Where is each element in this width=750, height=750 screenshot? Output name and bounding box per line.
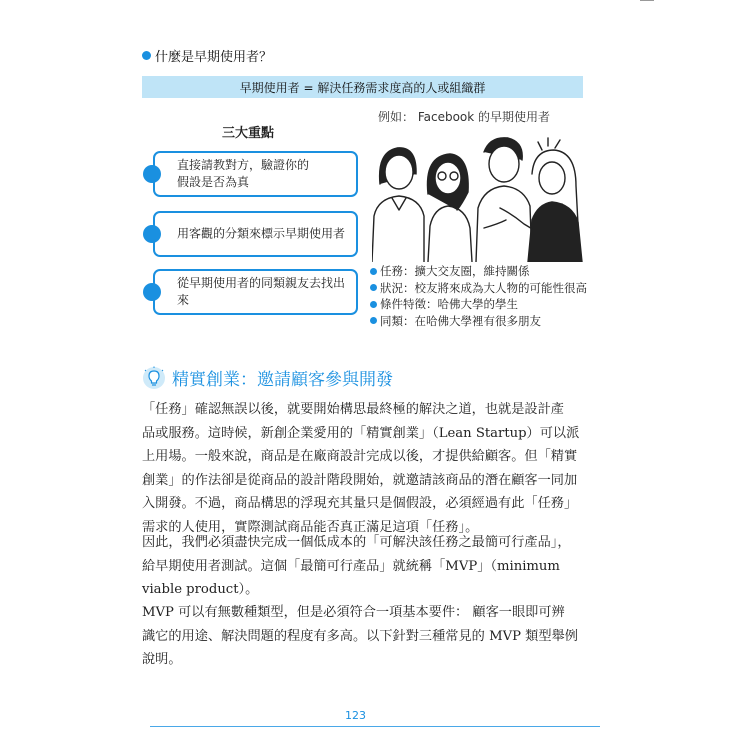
fact-text: 同類：在哈佛大學裡有很多朋友 bbox=[380, 313, 541, 328]
point-box-1 bbox=[153, 151, 358, 197]
point-box-2 bbox=[153, 211, 358, 257]
fact-text: 條件特徵：哈佛大學的學生 bbox=[380, 297, 518, 311]
lightbulb-icon bbox=[142, 366, 166, 390]
question-title bbox=[142, 46, 272, 65]
question-title-text: 什麼是早期使用者？ bbox=[155, 50, 273, 65]
three-points-title: 三大重點 bbox=[222, 126, 275, 141]
point-text-3: 從早期使用者的同類親友去找出來 bbox=[177, 276, 346, 307]
text-line: viable product）。 bbox=[142, 582, 259, 597]
text-line: 品或服務。這時候，新創企業愛用的「精實創業」（Lean Startup）可以派 bbox=[142, 425, 580, 441]
text-line: 「任務」確認無誤以後，就要開始構思最終極的解決之道，也就是設計產 bbox=[142, 402, 564, 417]
page-number: 123 bbox=[345, 709, 366, 722]
fact-item bbox=[370, 313, 587, 330]
text-line: 說明。 bbox=[142, 652, 182, 667]
fact-item bbox=[370, 280, 587, 297]
example-label: 例如： Facebook 的早期使用者 bbox=[378, 110, 551, 124]
fact-text: 狀況：校友將來成為大人物的可能性很高 bbox=[380, 280, 587, 295]
text-line: 需求的人使用，實際測試商品能否真正滿足這項「任務」。 bbox=[142, 519, 479, 535]
page-footer-line bbox=[150, 726, 600, 727]
example-facts bbox=[370, 263, 587, 329]
bullet-dot-icon bbox=[370, 317, 377, 324]
text-line: MVP 可以有無數種類型，但是必須符合一項基本要件： 顧客一眼即可辨 bbox=[142, 605, 565, 620]
bullet-dot-icon bbox=[370, 268, 377, 275]
bullet-dot-icon bbox=[142, 51, 151, 60]
early-users-illustration bbox=[372, 124, 583, 262]
bullet-dot-icon bbox=[370, 284, 377, 291]
text-line: 上用場。一般來說，商品是在廠商設計完成以後，才提供給顧客。但「精實 bbox=[142, 449, 578, 464]
text-line: 因此，我們必須盡快完成一個低成本的「可解決該任務之最簡可行產品」， bbox=[142, 535, 571, 550]
circle-bullet-icon bbox=[143, 165, 161, 183]
text-line: 創業」的作法卻是從商品的設計階段開始，就邀請該商品的潛在顧客一同加 bbox=[142, 472, 578, 488]
paragraph-2 bbox=[142, 531, 584, 602]
point-text-1: 直接請教對方，驗證你的 假設是否為真 bbox=[177, 158, 310, 189]
corner-mark bbox=[640, 0, 654, 1]
section-heading bbox=[142, 365, 393, 390]
text-line: 給早期使用者測試。這個「最簡可行產品」就統稱「MVP」（minimum bbox=[142, 558, 560, 574]
circle-bullet-icon bbox=[143, 225, 161, 243]
point-text-2: 用客觀的分類來標示早期使用者 bbox=[177, 226, 346, 241]
fact-item bbox=[370, 296, 587, 313]
circle-bullet-icon bbox=[143, 283, 161, 301]
point-box-3 bbox=[153, 269, 358, 315]
bullet-dot-icon bbox=[370, 301, 377, 308]
text-line: 入開發。不過，商品構思的浮現充其量只是個假設，必須經過有此「任務」 bbox=[142, 496, 578, 511]
text-line: 識它的用途、解決問題的程度有多高。以下針對三種常見的 MVP 類型舉例 bbox=[142, 628, 578, 644]
section-title: 精實創業：邀請顧客參與開發 bbox=[172, 370, 393, 390]
definition-banner: 早期使用者 = 解決任務需求度高的人或組織群 bbox=[142, 76, 583, 98]
fact-text: 任務：擴大交友圈，維持關係 bbox=[380, 264, 530, 278]
fact-item bbox=[370, 263, 587, 280]
paragraph-3 bbox=[142, 601, 584, 672]
paragraph-1 bbox=[142, 398, 584, 539]
